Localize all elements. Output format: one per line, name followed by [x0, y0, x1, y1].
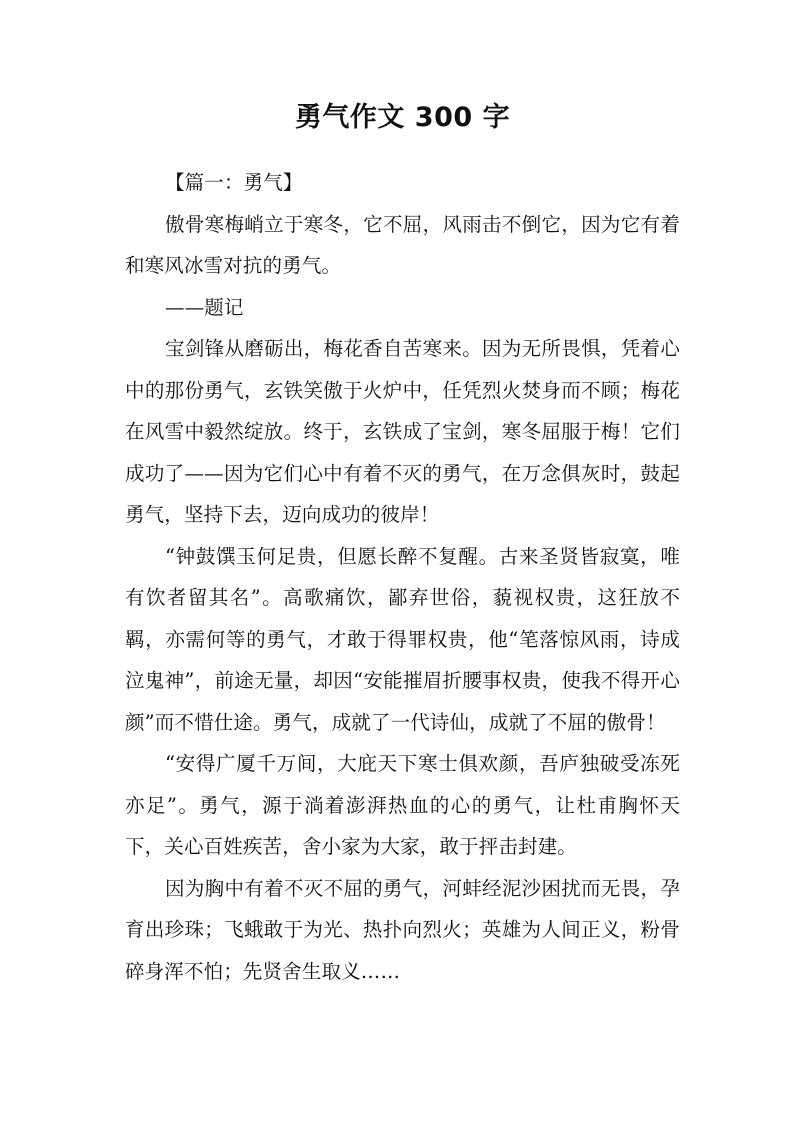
epigraph-paragraph: 傲骨寒梅峭立于寒冬，它不屈，风雨击不倒它，因为它有着和寒风冰雪对抗的勇气。: [125, 212, 680, 277]
body-paragraph: 宝剑锋从磨砺出，梅花香自苦寒来。因为无所畏惧，凭着心中的那份勇气，玄铁笑傲于火炉中，任凭烈火焚身而不顾；梅花在风雪中毅然绽放。终于，玄铁成了宝剑，寒冬屈服于梅！它们成功了——因为它们心中有着不灭的勇气，在万念俱灰时，鼓起勇气，坚持下去，迈向成功的彼岸！: [125, 337, 680, 526]
document-title: 勇气作文 300 字: [294, 102, 511, 133]
section-heading: 【篇一：勇气】: [165, 171, 303, 194]
body-paragraph: 因为胸中有着不灭不屈的勇气，河蚌经泥沙困扰而无畏，孕育出珍珠；飞蛾敢于为光、热扑向烈火；英雄为人间正义，粉骨碎身浑不怕；先贤舍生取义……: [125, 876, 680, 983]
body-paragraph: “安得广厦千万间，大庇天下寒士俱欢颜，吾庐独破受冻死亦足”。勇气，源于淌着澎湃热血的心的勇气，让杜甫胸怀天下，关心百姓疾苦，舍小家为大家，敢于抨击封建。: [125, 752, 680, 858]
epigraph-attribution: ——题记: [165, 295, 244, 319]
body-paragraph: “钟鼓馔玉何足贵，但愿长醉不复醒。古来圣贤皆寂寞，唯有饮者留其名”。高歌痛饮，鄙弃世俗，藐视权贵，这狂放不羁，亦需何等的勇气，才敢于得罪权贵，他“笔落惊风雨，诗成泣鬼神”，前途无量，却因“安能摧眉折腰事权贵，使我不得开心颜”而不惜仕途。勇气，成就了一代诗仙，成就了不屈的傲骨！: [125, 544, 680, 734]
